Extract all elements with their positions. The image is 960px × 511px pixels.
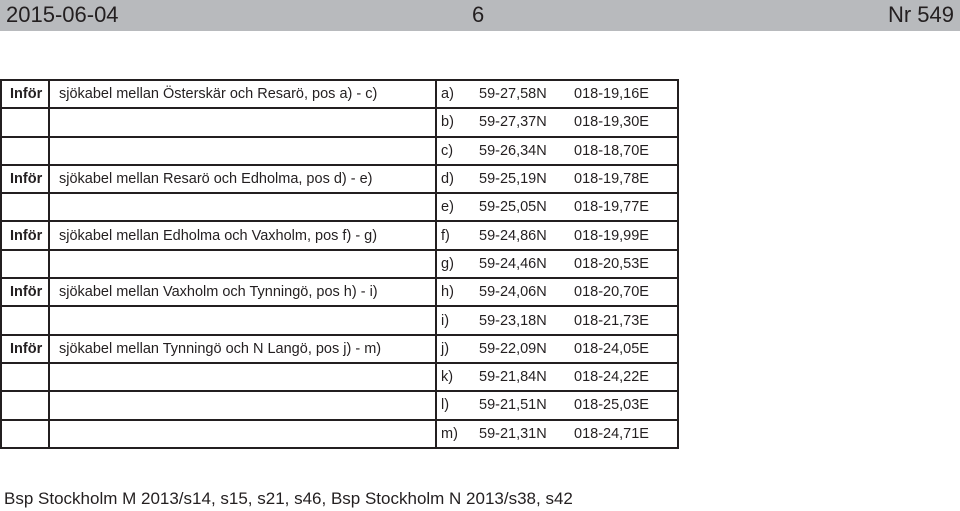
row-description: [49, 420, 436, 448]
row-position-label: k): [436, 363, 475, 391]
row-tag: Inför: [1, 80, 49, 108]
row-longitude: 018-19,78E: [572, 165, 678, 193]
row-description: sjökabel mellan Edholma och Vaxholm, pos f) - g): [49, 221, 436, 249]
table-row: [1, 108, 678, 136]
row-description: sjökabel mellan Österskär och Resarö, pos a) - c): [49, 80, 436, 108]
row-tag: [1, 108, 49, 136]
row-position-label: h): [436, 278, 475, 306]
table-row: [1, 137, 678, 165]
header-page-number: 6: [472, 2, 485, 27]
row-position-label: j): [436, 335, 475, 363]
row-longitude: 018-24,71E: [572, 420, 678, 448]
row-latitude: 59-27,58N: [475, 80, 572, 108]
row-longitude: 018-18,70E: [572, 137, 678, 165]
table-row: [1, 306, 678, 334]
table-row: [1, 278, 678, 306]
page-header: [0, 0, 960, 31]
notice-table: [0, 79, 679, 449]
row-description: [49, 137, 436, 165]
row-tag: Inför: [1, 335, 49, 363]
row-latitude: 59-22,09N: [475, 335, 572, 363]
row-tag: [1, 137, 49, 165]
row-longitude: 018-19,77E: [572, 193, 678, 221]
row-position-label: e): [436, 193, 475, 221]
row-position-label: l): [436, 391, 475, 419]
row-description: sjökabel mellan Vaxholm och Tynningö, pos h) - i): [49, 278, 436, 306]
row-tag: Inför: [1, 165, 49, 193]
row-tag: [1, 193, 49, 221]
row-tag: [1, 250, 49, 278]
row-position-label: f): [436, 221, 475, 249]
row-latitude: 59-27,37N: [475, 108, 572, 136]
row-latitude: 59-25,19N: [475, 165, 572, 193]
header-date: 2015-06-04: [6, 2, 119, 27]
header-issue-number: Nr 549: [887, 2, 954, 27]
row-latitude: 59-23,18N: [475, 306, 572, 334]
row-latitude: 59-26,34N: [475, 137, 572, 165]
row-position-label: d): [436, 165, 475, 193]
row-longitude: 018-19,16E: [572, 80, 678, 108]
row-description: [49, 108, 436, 136]
table-row: [1, 80, 678, 108]
row-longitude: 018-20,53E: [572, 250, 678, 278]
table-row: [1, 193, 678, 221]
row-description: sjökabel mellan Resarö och Edholma, pos d) - e): [49, 165, 436, 193]
chart-reference-footer: Bsp Stockholm M 2013/s14, s15, s21, s46, Bsp Stockholm N 2013/s38, s42: [4, 489, 573, 508]
row-latitude: 59-24,06N: [475, 278, 572, 306]
notice-table-body: [1, 80, 678, 448]
row-latitude: 59-24,46N: [475, 250, 572, 278]
row-longitude: 018-24,05E: [572, 335, 678, 363]
row-latitude: 59-21,31N: [475, 420, 572, 448]
row-tag: [1, 363, 49, 391]
table-row: [1, 335, 678, 363]
row-description: sjökabel mellan Tynningö och N Langö, pos j) - m): [49, 335, 436, 363]
row-description: [49, 193, 436, 221]
row-position-label: i): [436, 306, 475, 334]
row-longitude: 018-20,70E: [572, 278, 678, 306]
row-position-label: b): [436, 108, 475, 136]
table-row: [1, 391, 678, 419]
row-description: [49, 250, 436, 278]
table-row: [1, 363, 678, 391]
row-latitude: 59-25,05N: [475, 193, 572, 221]
row-tag: Inför: [1, 221, 49, 249]
row-longitude: 018-19,99E: [572, 221, 678, 249]
row-tag: [1, 391, 49, 419]
row-latitude: 59-21,51N: [475, 391, 572, 419]
row-description: [49, 391, 436, 419]
row-longitude: 018-21,73E: [572, 306, 678, 334]
table-row: [1, 221, 678, 249]
row-longitude: 018-25,03E: [572, 391, 678, 419]
row-position-label: a): [436, 80, 475, 108]
table-row: [1, 420, 678, 448]
row-tag: [1, 306, 49, 334]
table-row: [1, 250, 678, 278]
row-position-label: g): [436, 250, 475, 278]
row-position-label: m): [436, 420, 475, 448]
row-description: [49, 306, 436, 334]
row-longitude: 018-19,30E: [572, 108, 678, 136]
table-row: [1, 165, 678, 193]
row-longitude: 018-24,22E: [572, 363, 678, 391]
row-tag: Inför: [1, 278, 49, 306]
row-description: [49, 363, 436, 391]
row-position-label: c): [436, 137, 475, 165]
row-latitude: 59-21,84N: [475, 363, 572, 391]
row-latitude: 59-24,86N: [475, 221, 572, 249]
row-tag: [1, 420, 49, 448]
